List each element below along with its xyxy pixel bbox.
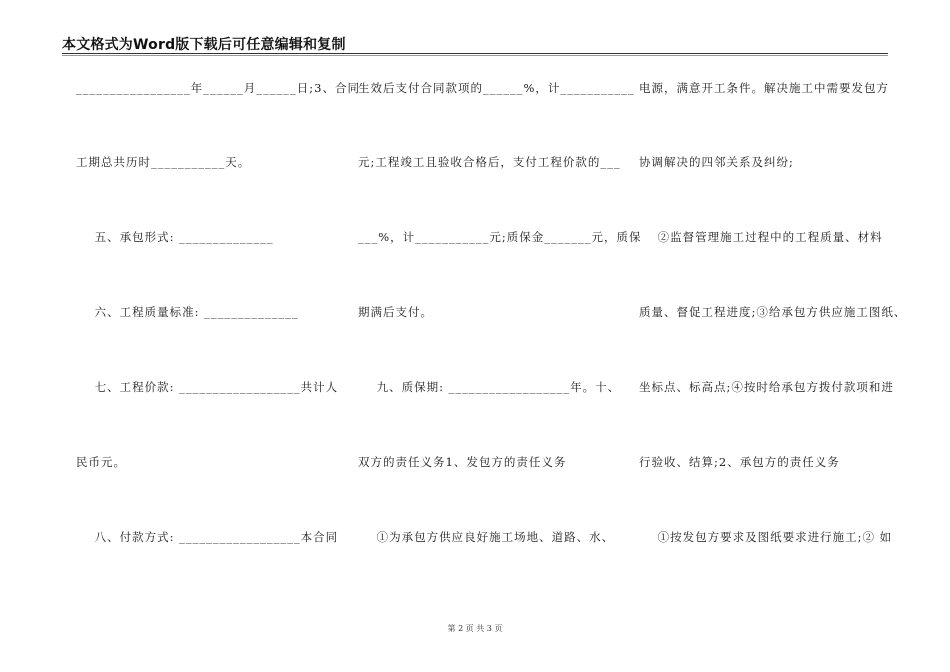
column-line: 行验收、结算;2、承包方的责任义务 [639, 455, 840, 469]
column-line: ①按发包方要求及图纸要求进行施工;② 如 [639, 530, 893, 544]
column-line: 电源，满意开工条件。解决施工中需要发包方 [639, 81, 889, 95]
column-line: 五、承包形式: ______________ [76, 230, 274, 244]
page-number-footer: 第 2 页 共 3 页 [447, 624, 503, 633]
column-line: 八、付款方式: __________________本合同 [76, 530, 339, 544]
header-divider-secondary [62, 55, 888, 56]
header-divider [62, 53, 888, 54]
column-line: 双方的责任义务1、发包方的责任义务 [358, 455, 567, 469]
document-header-title: 本文格式为Word版下载后可任意编辑和复制 [62, 37, 346, 53]
column-line: ②监督管理施工过程中的工程质量、材料 [639, 230, 883, 244]
column-line: _________________年______月______日;3、合同 [76, 81, 360, 95]
column-line: ①为承包方供应良好施工场地、道路、水、 [358, 530, 615, 544]
column-line: 元;工程竣工且验收合格后，支付工程价款的___ [358, 155, 621, 169]
column-line: ___%，计___________元;质保金_______元，质保 [358, 230, 642, 244]
column-line: 质量、督促工程进度;③给承包方供应施工图纸、 [639, 305, 907, 319]
column-line: 坐标点、标高点;④按时给承包方拨付款项和进 [639, 380, 894, 394]
column-line: 民币元。 [76, 455, 126, 469]
column-line: 工期总共历时___________天。 [76, 155, 251, 169]
column-line: 协调解决的四邻关系及纠纷; [639, 155, 794, 169]
column-line: 七、工程价款: __________________共计人 [76, 380, 339, 394]
column-line: 六、工程质量标准: ______________ [76, 305, 299, 319]
column-line: 生效后支付合同款项的______%，计___________ [358, 81, 635, 95]
column-line: 期满后支付。 [358, 305, 433, 319]
column-line: 九、质保期: __________________年。十、 [358, 380, 621, 394]
